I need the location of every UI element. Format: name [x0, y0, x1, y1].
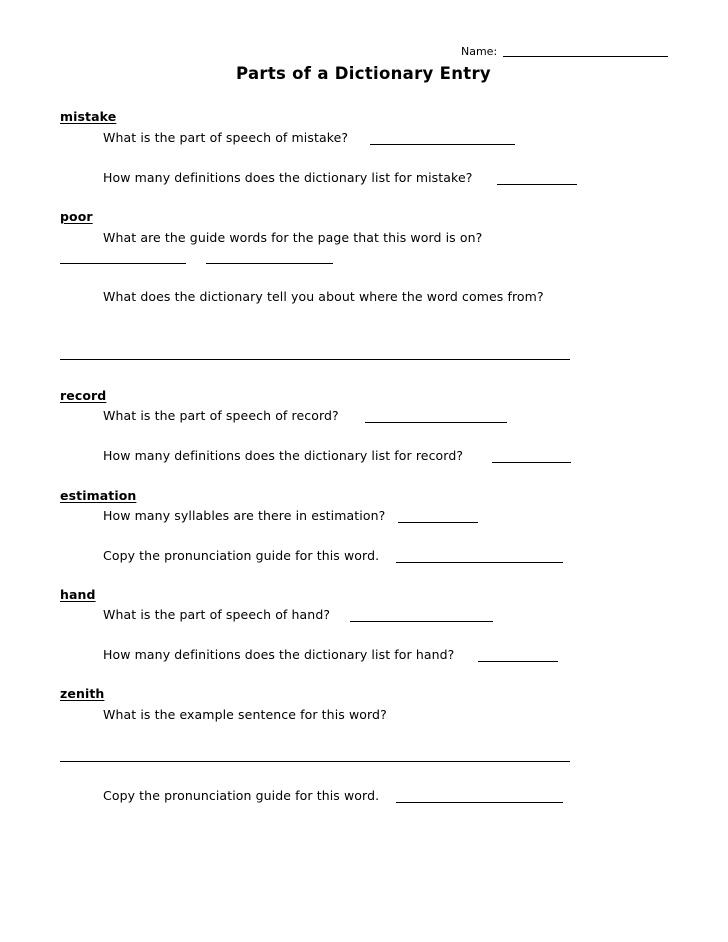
- question-estimation-pronunciation: Copy the pronunciation guide for this word.: [103, 548, 380, 563]
- question-record-definitions: How many definitions does the dictionary list for record?: [103, 448, 464, 463]
- page-title: Parts of a Dictionary Entry: [236, 64, 491, 83]
- answer-blank[interactable]: [478, 661, 558, 662]
- name-blank[interactable]: [503, 56, 668, 57]
- question-estimation-syllables: How many syllables are there in estimation?: [103, 508, 386, 523]
- answer-blank[interactable]: [398, 522, 478, 523]
- answer-blank-long[interactable]: [60, 359, 570, 360]
- question-poor-origin: What does the dictionary tell you about where the word comes from?: [103, 289, 544, 304]
- answer-blank[interactable]: [396, 562, 563, 563]
- question-zenith-pronunciation: Copy the pronunciation guide for this word.: [103, 788, 380, 803]
- question-poor-guide-words: What are the guide words for the page that this word is on?: [103, 230, 483, 245]
- question-hand-part-of-speech: What is the part of speech of hand?: [103, 607, 331, 622]
- answer-blank[interactable]: [350, 621, 493, 622]
- question-zenith-example-sentence: What is the example sentence for this word?: [103, 707, 387, 722]
- answer-blank-guide-word-2[interactable]: [206, 263, 333, 264]
- question-hand-definitions: How many definitions does the dictionary list for hand?: [103, 647, 455, 662]
- entry-word-record: record: [60, 388, 107, 403]
- answer-blank[interactable]: [396, 802, 563, 803]
- name-label: Name:: [461, 45, 498, 58]
- answer-blank-long[interactable]: [60, 761, 570, 762]
- entry-word-poor: poor: [60, 209, 93, 224]
- entry-word-estimation: estimation: [60, 488, 137, 503]
- answer-blank[interactable]: [365, 422, 507, 423]
- entry-word-zenith: zenith: [60, 686, 105, 701]
- answer-blank[interactable]: [370, 144, 515, 145]
- question-mistake-part-of-speech: What is the part of speech of mistake?: [103, 130, 349, 145]
- answer-blank[interactable]: [492, 462, 571, 463]
- answer-blank[interactable]: [497, 184, 577, 185]
- question-mistake-definitions: How many definitions does the dictionary list for mistake?: [103, 170, 473, 185]
- entry-word-hand: hand: [60, 587, 96, 602]
- answer-blank-guide-word-1[interactable]: [60, 263, 186, 264]
- entry-word-mistake: mistake: [60, 109, 117, 124]
- question-record-part-of-speech: What is the part of speech of record?: [103, 408, 339, 423]
